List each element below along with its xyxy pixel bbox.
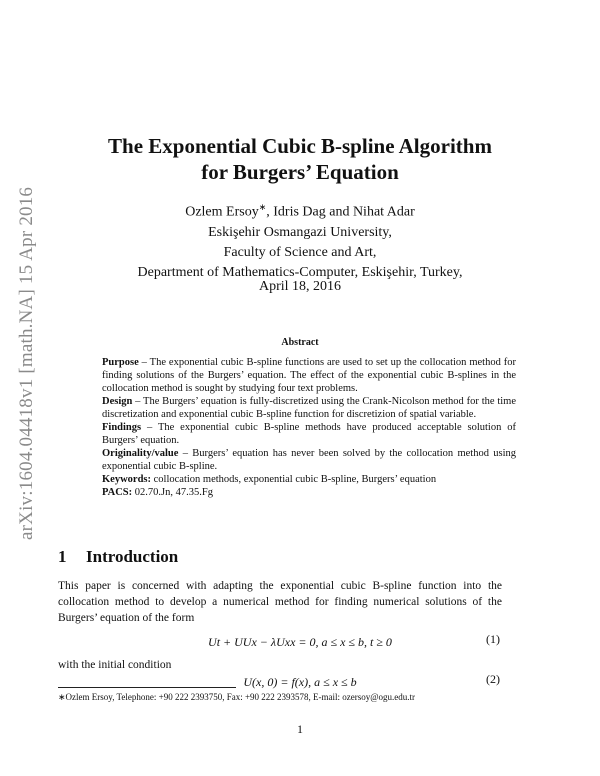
affiliation-line-1: Eskişehir Osmangazi University, bbox=[208, 224, 392, 240]
pacs-text: 02.70.Jn, 47.35.Fg bbox=[132, 487, 213, 498]
section-number: 1 bbox=[58, 547, 67, 566]
section-heading bbox=[58, 547, 178, 567]
design-text: – The Burgers’ equation is fully-discretized using the Crank-Nicolson method for the time discretization and exponential cubic B-spline function for discretizion of spatial variable. bbox=[102, 396, 516, 420]
page-number: 1 bbox=[297, 722, 303, 736]
affiliation-line-2: Faculty of Science and Art, bbox=[223, 244, 377, 260]
purpose-text: – The exponential cubic B-spline functions are used to set up the collocation method for finding solutions of the Burgers’ equation. The effect of the exponential cubic B-splines in the collocation method is sought by studying four text problems. bbox=[102, 357, 516, 394]
purpose-label: Purpose bbox=[102, 357, 139, 368]
footnote-rule bbox=[58, 687, 236, 688]
date: April 18, 2016 bbox=[258, 279, 342, 294]
arxiv-identifier: arXiv:1604.04418v1 [math.NA] 15 Apr 2016 bbox=[16, 186, 37, 540]
originality-label: Originality/value bbox=[102, 448, 179, 459]
keywords-label: Keywords: bbox=[102, 474, 151, 485]
footnote: ∗Ozlem Ersoy, Telephone: +90 222 2393750, Fax: +90 222 2393578, E-mail: ozersoy@ogu.edu.tr bbox=[58, 692, 416, 702]
equation-1-body: Ut + UUx − λUxx = 0, a ≤ x ≤ b, t ≥ 0 bbox=[208, 635, 392, 649]
title-line-1: The Exponential Cubic B-spline Algorithm bbox=[108, 134, 492, 158]
design-label: Design bbox=[102, 396, 133, 407]
first-author: Ozlem Ersoy bbox=[185, 204, 259, 220]
equation-1-number: (1) bbox=[486, 632, 500, 646]
section-title: Introduction bbox=[86, 547, 179, 566]
abstract-pacs bbox=[84, 486, 516, 499]
abstract-keywords bbox=[84, 473, 516, 486]
abstract-heading: Abstract bbox=[281, 337, 319, 348]
authors bbox=[0, 197, 600, 223]
author-block bbox=[0, 197, 600, 283]
footnote-marker: ∗ bbox=[258, 202, 267, 212]
abstract-body bbox=[84, 356, 516, 499]
paper-title bbox=[0, 133, 600, 185]
originality-text: – Burgers’ equation has never been solved by the collocation method using exponential cubic B-spline. bbox=[102, 448, 516, 472]
abstract-purpose bbox=[84, 356, 516, 395]
equation-2-body: U(x, 0) = f(x), a ≤ x ≤ b bbox=[243, 675, 357, 689]
equation-2-number: (2) bbox=[486, 672, 500, 686]
title-line-2: for Burgers’ Equation bbox=[201, 160, 399, 184]
affiliation-line-3: Department of Mathematics-Computer, Eskişehir, Turkey, bbox=[137, 264, 463, 280]
other-authors: , Idris Dag and Nihat Adar bbox=[266, 204, 415, 220]
abstract-design bbox=[84, 395, 516, 421]
findings-text: – The exponential cubic B-spline methods have produced acceptable solution of Burgers’ equation. bbox=[102, 422, 516, 446]
abstract-findings bbox=[84, 421, 516, 447]
findings-label: Findings bbox=[102, 422, 142, 433]
keywords-text: collocation methods, exponential cubic B-spline, Burgers’ equation bbox=[151, 474, 437, 485]
intro-paragraph: This paper is concerned with adapting the exponential cubic B-spline function into the collocation method to develop a numerical method for finding numerical solutions of the Burgers’ equation of the form bbox=[58, 580, 502, 624]
initial-condition-text: with the initial condition bbox=[58, 659, 172, 671]
pacs-label: PACS: bbox=[102, 487, 133, 498]
equation-1 bbox=[0, 631, 600, 650]
abstract-originality bbox=[84, 447, 516, 473]
